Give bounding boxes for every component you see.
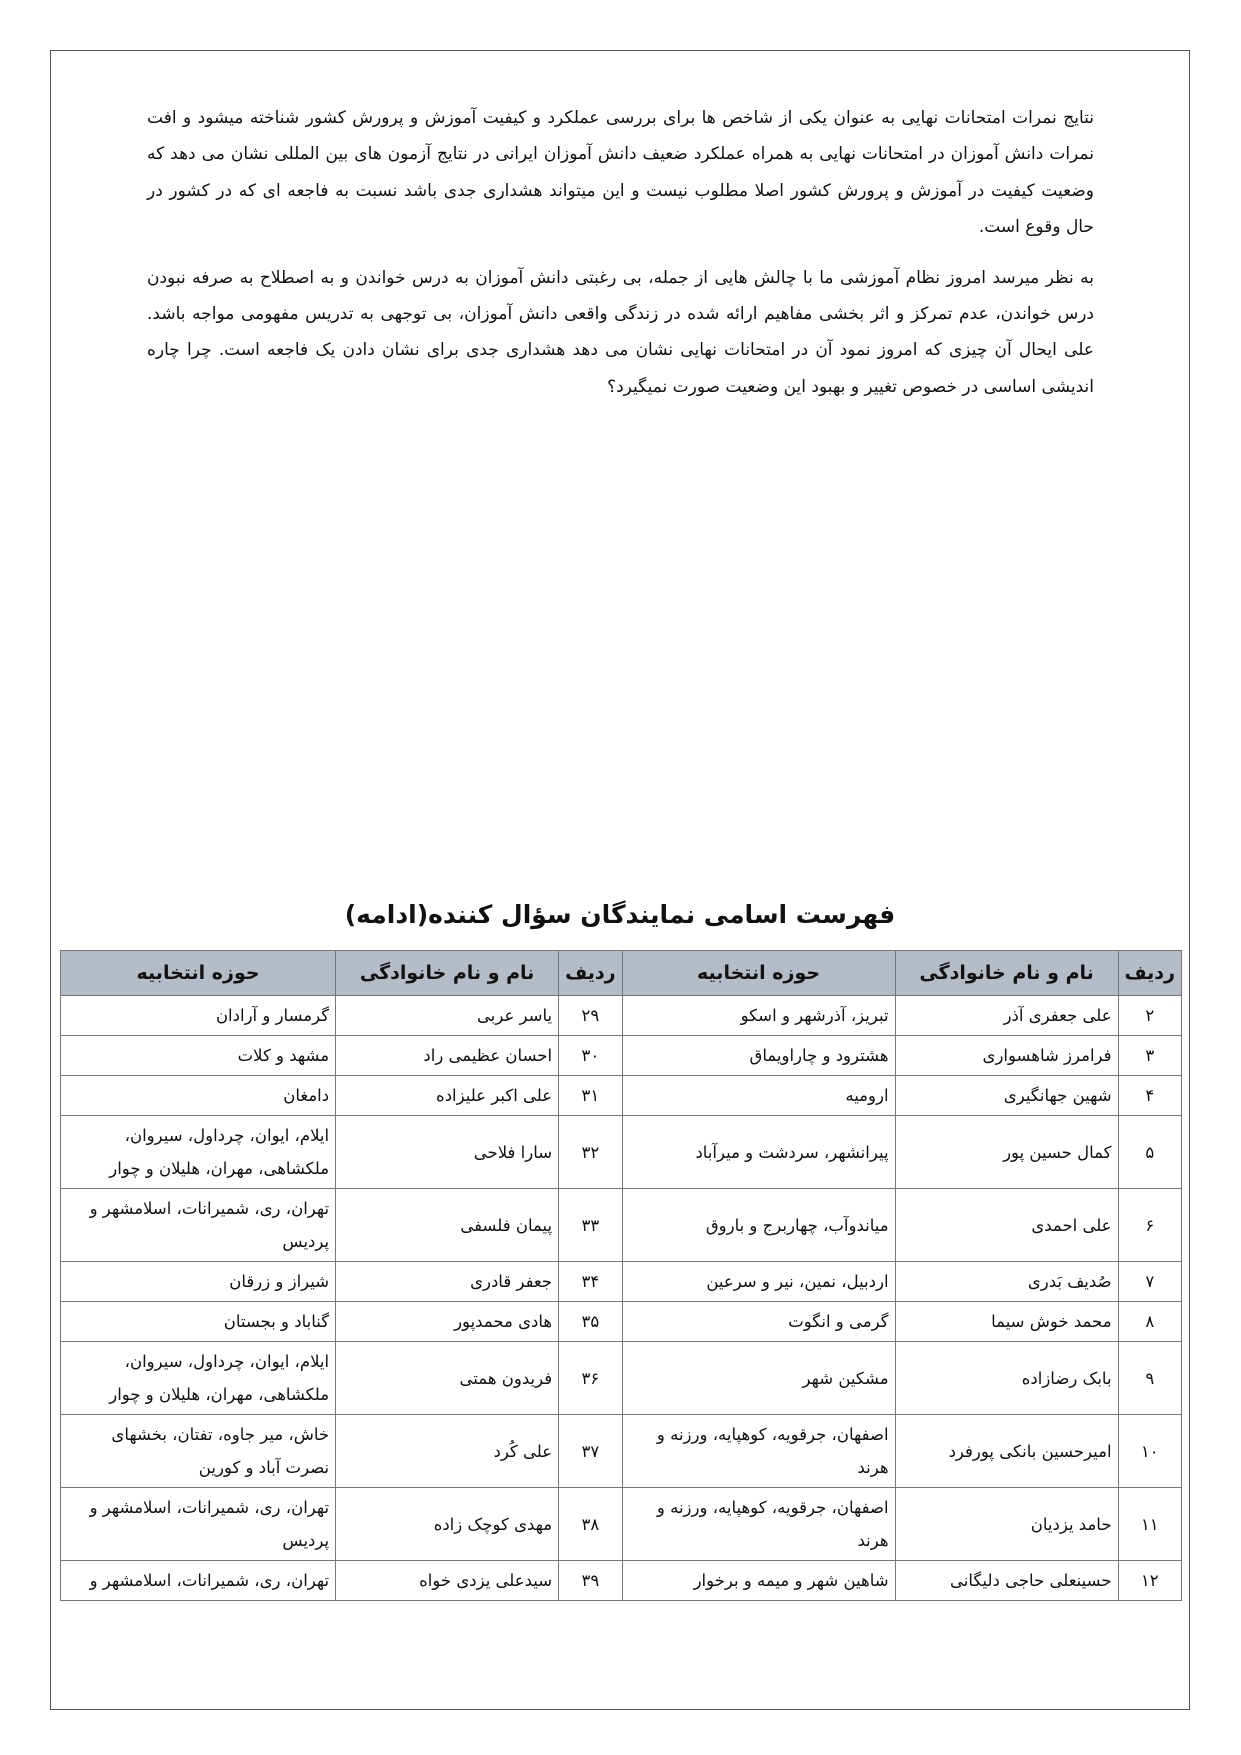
- header-row-no: ردیف: [1118, 951, 1181, 996]
- area-cell: گرمی و انگوت: [622, 1302, 895, 1342]
- area-cell: ایلام، ایوان، چرداول، سیروان، ملکشاهی، مهران، هلیلان و چوار: [61, 1116, 336, 1189]
- area-cell: مشکین شهر: [622, 1342, 895, 1415]
- intro-text: [147, 100, 1094, 419]
- area-cell: خاش، میر جاوه، تفتان، بخشهای نصرت آباد و کورین: [61, 1415, 336, 1488]
- area-cell: شیراز و زرقان: [61, 1262, 336, 1302]
- table-row: [61, 1488, 1182, 1561]
- table-row: [61, 1262, 1182, 1302]
- area-cell: تهران، ری، شمیرانات، اسلامشهر و پردیس: [61, 1488, 336, 1561]
- table-row: [61, 1342, 1182, 1415]
- row-number-cell: ۳۶: [559, 1342, 622, 1415]
- area-cell: ارومیه: [622, 1076, 895, 1116]
- table-row: [61, 1189, 1182, 1262]
- row-number-cell: ۱۲: [1118, 1561, 1181, 1601]
- row-number-cell: ۳۵: [559, 1302, 622, 1342]
- header-area: حوزه انتخابیه: [61, 951, 336, 996]
- row-number-cell: ۳۳: [559, 1189, 622, 1262]
- row-number-cell: ۶: [1118, 1189, 1181, 1262]
- header-name: نام و نام خانوادگی: [336, 951, 559, 996]
- area-cell: گرمسار و آرادان: [61, 996, 336, 1036]
- name-cell: امیرحسین بانکی پورفرد: [895, 1415, 1118, 1488]
- row-number-cell: ۳۰: [559, 1036, 622, 1076]
- name-cell: پیمان فلسفی: [336, 1189, 559, 1262]
- area-cell: هشترود و چاراویماق: [622, 1036, 895, 1076]
- representatives-table: [60, 950, 1182, 1601]
- row-number-cell: ۲: [1118, 996, 1181, 1036]
- row-number-cell: ۲۹: [559, 996, 622, 1036]
- row-number-cell: ۱۰: [1118, 1415, 1181, 1488]
- name-cell: بابک رضازاده: [895, 1342, 1118, 1415]
- row-number-cell: ۷: [1118, 1262, 1181, 1302]
- row-number-cell: ۱۱: [1118, 1488, 1181, 1561]
- row-number-cell: ۳۲: [559, 1116, 622, 1189]
- table-row: [61, 1561, 1182, 1601]
- row-number-cell: ۳۸: [559, 1488, 622, 1561]
- area-cell: تهران، ری، شمیرانات، اسلامشهر و: [61, 1561, 336, 1601]
- table-row: [61, 1415, 1182, 1488]
- header-name: نام و نام خانوادگی: [895, 951, 1118, 996]
- area-cell: تبریز، آذرشهر و اسکو: [622, 996, 895, 1036]
- row-number-cell: ۳: [1118, 1036, 1181, 1076]
- name-cell: یاسر عربی: [336, 996, 559, 1036]
- row-number-cell: ۹: [1118, 1342, 1181, 1415]
- table-header-row: [61, 951, 1182, 996]
- name-cell: حامد یزدیان: [895, 1488, 1118, 1561]
- area-cell: گناباد و بجستان: [61, 1302, 336, 1342]
- area-cell: مشهد و کلات: [61, 1036, 336, 1076]
- name-cell: شهین جهانگیری: [895, 1076, 1118, 1116]
- name-cell: فریدون همتی: [336, 1342, 559, 1415]
- name-cell: هادی محمدپور: [336, 1302, 559, 1342]
- row-number-cell: ۴: [1118, 1076, 1181, 1116]
- name-cell: جعفر قادری: [336, 1262, 559, 1302]
- list-title: فهرست اسامی نمایندگان سؤال کننده(ادامه): [344, 900, 896, 929]
- table-row: [61, 1076, 1182, 1116]
- area-cell: میاندوآب، چهاربرج و باروق: [622, 1189, 895, 1262]
- row-number-cell: ۳۱: [559, 1076, 622, 1116]
- name-cell: مهدی کوچک زاده: [336, 1488, 559, 1561]
- area-cell: تهران، ری، شمیرانات، اسلامشهر و پردیس: [61, 1189, 336, 1262]
- name-cell: علی احمدی: [895, 1189, 1118, 1262]
- area-cell: شاهین شهر و میمه و برخوار: [622, 1561, 895, 1601]
- area-cell: اردبیل، نمین، نیر و سرعین: [622, 1262, 895, 1302]
- name-cell: فرامرز شاهسواری: [895, 1036, 1118, 1076]
- name-cell: سیدعلی یزدی خواه: [336, 1561, 559, 1601]
- area-cell: دامغان: [61, 1076, 336, 1116]
- row-number-cell: ۵: [1118, 1116, 1181, 1189]
- name-cell: احسان عظیمی راد: [336, 1036, 559, 1076]
- table-row: [61, 1116, 1182, 1189]
- table-row: [61, 1036, 1182, 1076]
- area-cell: اصفهان، جرقویه، کوهپایه، ورزنه و هرند: [622, 1488, 895, 1561]
- name-cell: علی کُرد: [336, 1415, 559, 1488]
- row-number-cell: ۸: [1118, 1302, 1181, 1342]
- table-row: [61, 996, 1182, 1036]
- header-area: حوزه انتخابیه: [622, 951, 895, 996]
- name-cell: محمد خوش سیما: [895, 1302, 1118, 1342]
- area-cell: پیرانشهر، سردشت و میرآباد: [622, 1116, 895, 1189]
- row-number-cell: ۳۴: [559, 1262, 622, 1302]
- area-cell: اصفهان، جرقویه، کوهپایه، ورزنه و هرند: [622, 1415, 895, 1488]
- name-cell: کمال حسین پور: [895, 1116, 1118, 1189]
- header-row-no: ردیف: [559, 951, 622, 996]
- row-number-cell: ۳۹: [559, 1561, 622, 1601]
- area-cell: ایلام، ایوان، چرداول، سیروان، ملکشاهی، مهران، هلیلان و چوار: [61, 1342, 336, 1415]
- name-cell: صُدیف بَدری: [895, 1262, 1118, 1302]
- name-cell: سارا فلاحی: [336, 1116, 559, 1189]
- table-row: [61, 1302, 1182, 1342]
- name-cell: علی اکبر علیزاده: [336, 1076, 559, 1116]
- name-cell: حسینعلی حاجی دلیگانی: [895, 1561, 1118, 1601]
- intro-paragraph-2: به نظر میرسد امروز نظام آموزشی ما با چالش هایی از جمله، بی رغبتی دانش آموزان به درس خواندن و به اصطلاح به صرفه نبودن درس خواندن، عدم تمرکز و اثر بخشی مفاهیم ارائه شده در زندگی واقعی دانش آموزان، بی توجهی به تدریس مفهومی مواجه باشد. علی ایحال آن چیزی که امروز نمود آن در امتحانات نهایی نشان می دهد هشداری جدی برای نشان دادن یک فاجعه است. چرا چاره اندیشی اساسی در خصوص تغییر و بهبود این وضعیت صورت نمیگیرد؟: [147, 267, 1094, 397]
- row-number-cell: ۳۷: [559, 1415, 622, 1488]
- name-cell: علی جعفری آذر: [895, 996, 1118, 1036]
- intro-paragraph-1: نتایج نمرات امتحانات نهایی به عنوان یکی از شاخص ها برای بررسی عملکرد و کیفیت آموزش و پرورش کشور شناخته میشود و افت نمرات دانش آموزان در امتحانات نهایی به همراه عملکرد ضعیف دانش آموزان ایرانی در نتایج آزمون های بین المللی نشان می دهد که وضعیت کیفیت در آموزش و پرورش کشور اصلا مطلوب نیست و این میتواند هشداری جدی باشد نسبت به فاجعه ای که در کشور در حال وقوع است.: [147, 108, 1094, 238]
